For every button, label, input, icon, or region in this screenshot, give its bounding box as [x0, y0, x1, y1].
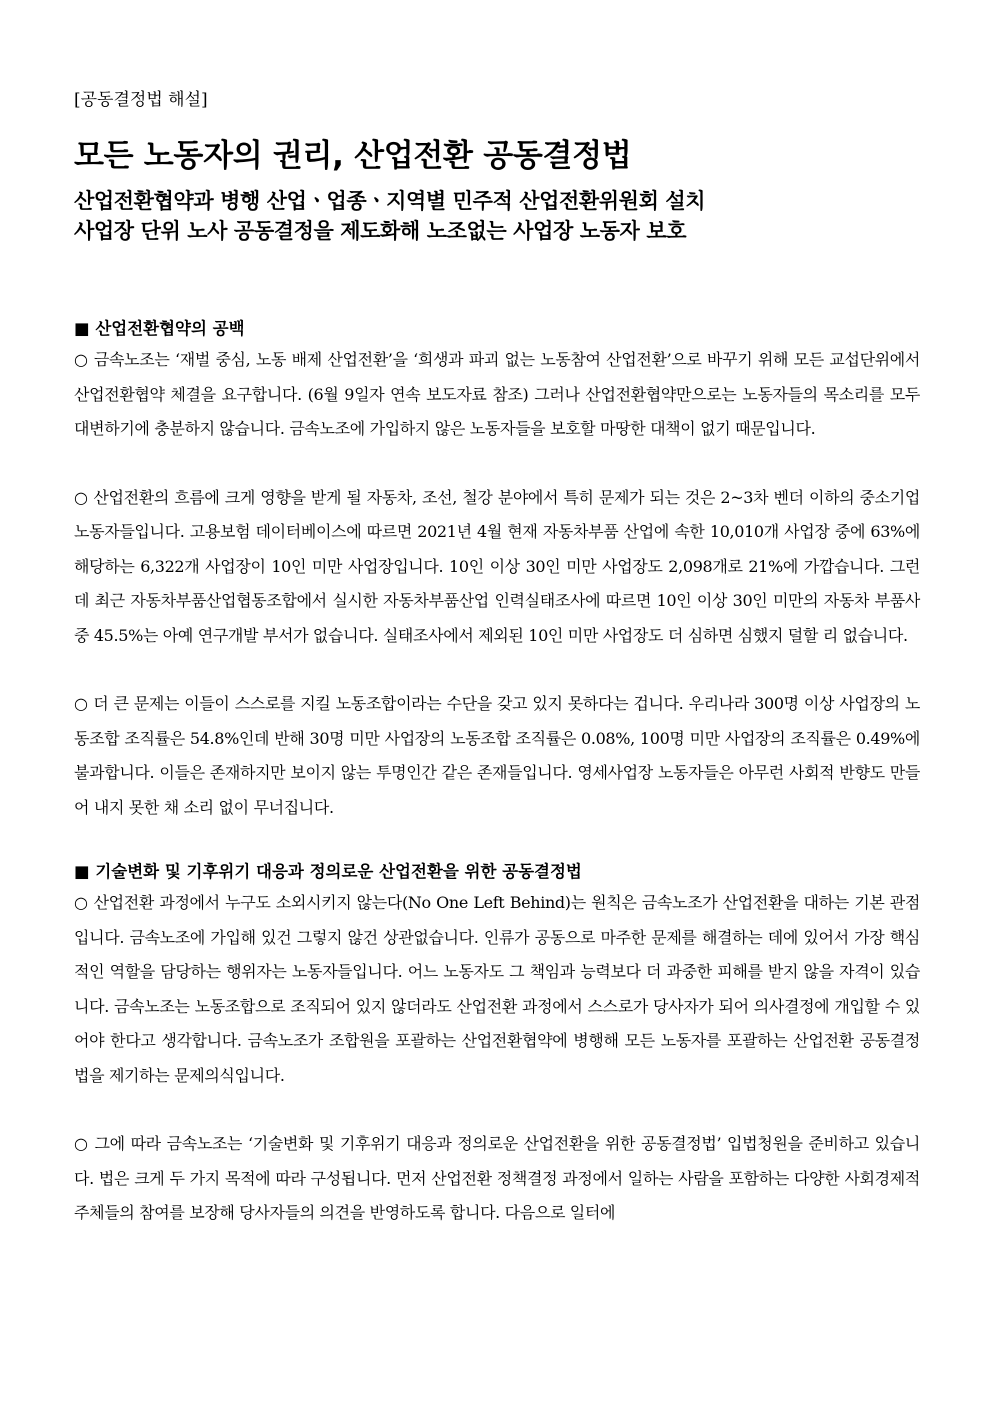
subtitle-line-1: 산업전환협약과 병행 산업ㆍ업종ㆍ지역별 민주적 산업전환위원회 설치 — [74, 189, 706, 213]
page-title: 모든 노동자의 권리, 산업전환 공동결정법 — [74, 138, 632, 174]
paragraph: ○ 산업전환 과정에서 누구도 소외시키지 않는다(No One Left Behind)는 원칙은 금속노조가 산업전환을 대하는 기본 관점입니다. 금속노조에 가입해 있건 그렇지 않건 상관없습니다. 인류가 공동으로 마주한 문제를 해결하는 데에 있어서 가장 핵심적인 역할을 담당하는 행위자는 노동자들입니다. 어느 노동자도 그 책임과 능력보다 더 과중한 피해를 받지 않을 자격이 있습니다. 금속노조는 노동조합으로 조직되어 있지 않더라도 산업전환 과정에서 스스로가 당사자가 되어 의사결정에 개입할 수 있어야 한다고 생각합니다. 금속노조가 조합원을 포괄하는 산업전환협약에 병행해 모든 노동자를 포괄하는 산업전환 공동결정법을 제기하는 문제의식입니다. — [74, 893, 920, 1085]
paragraph: ○ 그에 따라 금속노조는 ‘기술변화 및 기후위기 대응과 정의로운 산업전환을 위한 공동결정법’ 입법청원을 준비하고 있습니다. 법은 크게 두 가지 목적에 따라 구성됩니다. 먼저 산업전환 정책결정 과정에서 일하는 사람을 포함하는 다양한 사회경제적 주체들의 참여를 보장해 당사자들의 의견을 반영하도록 합니다. 다음으로 일터에 — [74, 1134, 920, 1222]
paragraph-spacer — [74, 1093, 920, 1127]
subtitle-block — [74, 186, 920, 246]
paragraph-spacer — [74, 447, 920, 481]
section-heading: ■ 산업전환협약의 공백 — [74, 319, 245, 338]
section-spacer — [74, 825, 920, 857]
document-tag: [공동결정법 해설] — [74, 90, 208, 110]
section-industrial-transition-agreement-gap — [74, 314, 920, 825]
section-heading: ■ 기술변화 및 기후위기 대응과 정의로운 산업전환을 위한 공동결정법 — [74, 862, 582, 881]
section-codetermination-act — [74, 857, 920, 1231]
subtitle-line-2: 사업장 단위 노사 공동결정을 제도화해 노조없는 사업장 노동자 보호 — [74, 219, 687, 243]
paragraph: ○ 더 큰 문제는 이들이 스스로를 지킬 노동조합이라는 수단을 갖고 있지 못하다는 겁니다. 우리나라 300명 이상 사업장의 노동조합 조직률은 54.8%인데 반해 30명 미만 사업장의 노동조합 조직률은 0.08%, 100명 미만 사업장의 조직률은 0.49%에 불과합니다. 이들은 존재하지만 보이지 않는 투명인간 같은 존재들입니다. 영세사업장 노동자들은 아무런 사회적 반향도 만들어 내지 못한 채 소리 없이 무너집니다. — [74, 694, 920, 817]
paragraph-spacer — [74, 653, 920, 687]
document-page — [74, 88, 920, 1231]
paragraph: ○ 금속노조는 ‘재벌 중심, 노동 배제 산업전환’을 ‘희생과 파괴 없는 노동참여 산업전환’으로 바꾸기 위해 모든 교섭단위에서 산업전환협약 체결을 요구합니다. (6월 9일자 연속 보도자료 참조) 그러나 산업전환협약만으로는 노동자들의 목소리를 모두 대변하기에 충분하지 않습니다. 금속노조에 가입하지 않은 노동자들을 보호할 마땅한 대책이 없기 때문입니다. — [74, 350, 920, 438]
paragraph: ○ 산업전환의 흐름에 크게 영향을 받게 될 자동차, 조선, 철강 분야에서 특히 문제가 되는 것은 2~3차 벤더 이하의 중소기업 노동자들입니다. 고용보험 데이터베이스에 따르면 2021년 4월 현재 자동차부품 산업에 속한 10,010개 사업장 중에 63%에 해당하는 6,322개 사업장이 10인 미만 사업장입니다. 10인 이상 30인 미만 사업장도 2,098개로 21%에 가깝습니다. 그런데 최근 자동차부품산업협동조합에서 실시한 자동차부품산업 인력실태조사에 따르면 10인 이상 30인 미만의 자동차 부품사 중 45.5%는 아예 연구개발 부서가 없습니다. 실태조사에서 제외된 10인 미만 사업장도 더 심하면 심했지 덜할 리 없습니다. — [74, 487, 920, 645]
